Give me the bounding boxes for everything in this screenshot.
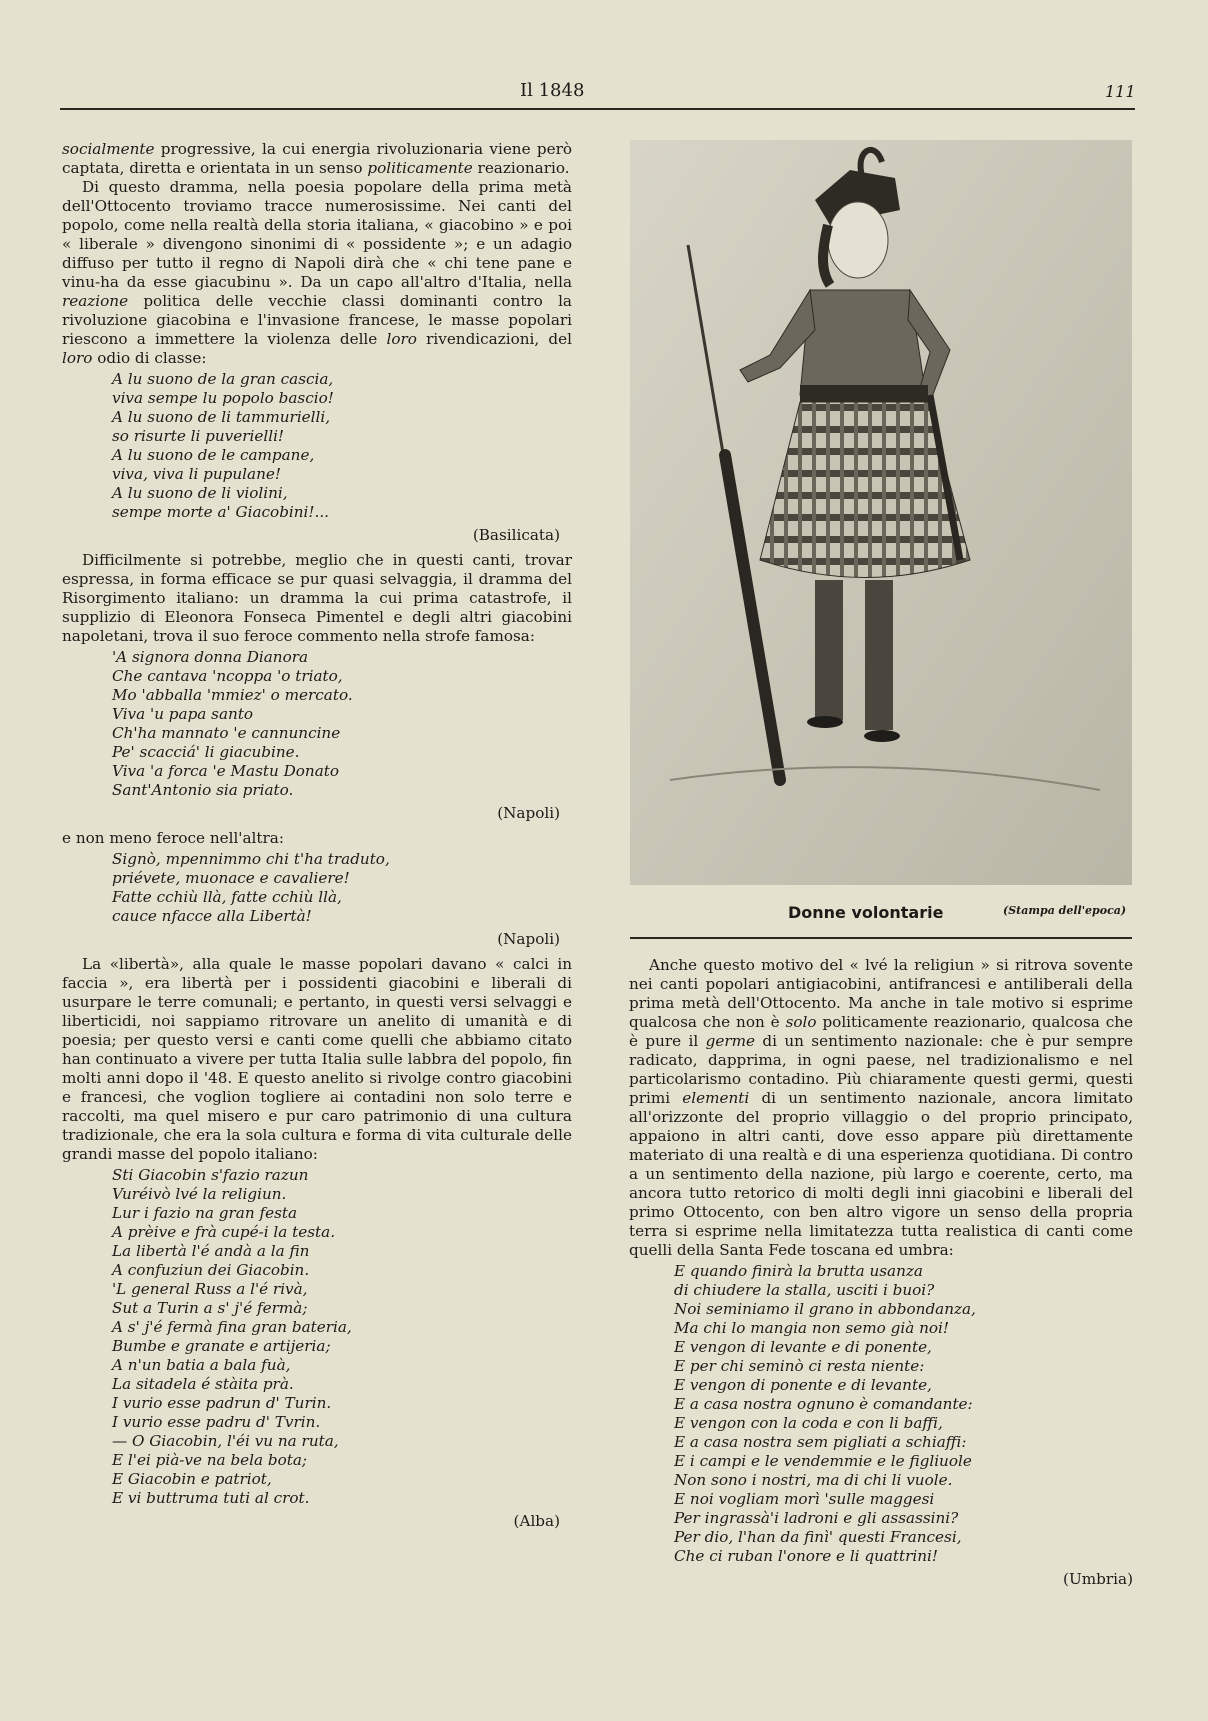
verse-umbria [674, 1262, 1133, 1566]
verse-line: E noi vogliam morì 'sulle maggesi [674, 1490, 935, 1508]
verse-line: viva sempe lu popolo bascio! [112, 389, 334, 407]
verse-line: Per ingrassà'i ladroni e gli assassini? [674, 1509, 959, 1527]
verse-line: Sant'Antonio sia priato. [112, 781, 294, 799]
text-run: reazionario. [472, 159, 570, 177]
italic-text: loro [386, 330, 417, 348]
italic-text: solo [785, 1013, 817, 1031]
verse-line: priévete, muonace e cavaliere! [112, 869, 350, 887]
illustration-donne-volontarie [630, 140, 1132, 885]
verse-line: Fatte cchiù llà, fatte cchiù llà, [112, 888, 342, 906]
verse-napoli-1 [112, 648, 572, 800]
verse-line: so risurte li puverielli! [112, 427, 285, 445]
verse-line: A confuziun dei Giacobin. [112, 1261, 310, 1279]
origin-napoli-2: (Napoli) [497, 930, 560, 948]
verse-line: E quando finirà la brutta usanza [674, 1262, 923, 1280]
figure-caption: Donne volontarie [788, 903, 944, 922]
text-run: Anche questo motivo del « lvé la religiun » si ritrova sovente nei canti popolari antigiacobini, antifrancesi e antiliberali della prima metà dell'Ottocento. Ma anche in tale motivo si esprime qualcosa che non è [629, 956, 1133, 1031]
verse-line: E i campi e le vendemmie e le figliuole [674, 1452, 972, 1470]
verse-line: E a casa nostra sem pigliati a schiaffi: [674, 1433, 967, 1451]
italic-text: politicamente [367, 159, 473, 177]
text-run: politicamente reazionario, qualcosa che è pure il [629, 1013, 1133, 1050]
text-run: di un sentimento nazionale: che è pur sempre radicato, dapprima, in ogni paese, nel tradizionalismo e nel particolarismo contadino. Più chiaramente questi germi, questi primi [629, 1032, 1133, 1107]
verse-line: Lur i fazio na gran festa [112, 1204, 298, 1222]
left-paragraph-2 [62, 178, 572, 368]
verse-line: A lu suono de le campane, [112, 446, 315, 464]
verse-line: A lu suono de li tammurielli, [112, 408, 331, 426]
right-paragraph-1 [629, 956, 1133, 1260]
verse-alba [112, 1166, 572, 1508]
verse-line: Bumbe e granate e artijeria; [112, 1337, 331, 1355]
italic-text: germe [705, 1032, 755, 1050]
page-number: 111 [1105, 82, 1136, 101]
verse-line: I vurio esse padru d' Tvrin. [112, 1413, 321, 1431]
verse-line: Vuréivò lvé la religiun. [112, 1185, 287, 1203]
verse-line: A prèive e frà cupé-i la testa. [112, 1223, 336, 1241]
volunteer-woman-engraving [630, 140, 1132, 885]
origin-umbria: (Umbria) [1063, 1570, 1133, 1588]
verse-line: A lu suono de li violini, [112, 484, 288, 502]
verse-line: Sti Giacobin s'fazio razun [112, 1166, 309, 1184]
verse-line: Pe' scacciá' li giacubine. [112, 743, 300, 761]
verse-line: E vengon di levante e di ponente, [674, 1338, 932, 1356]
verse-line: Che ci ruban l'onore e li quattrini! [674, 1547, 938, 1565]
verse-line: di chiudere la stalla, usciti i buoi? [674, 1281, 935, 1299]
verse-basilicata [112, 370, 572, 522]
verse-line: Non sono i nostri, ma di chi li vuole. [674, 1471, 953, 1489]
caption-rule [630, 937, 1132, 939]
left-column [62, 140, 572, 1537]
italic-text: elementi [682, 1089, 750, 1107]
verse-line: La libertà l'é andà a la fin [112, 1242, 310, 1260]
italic-text: socialmente [62, 140, 155, 158]
verse-line: Sut a Turin a s' j'é fermà; [112, 1299, 308, 1317]
italic-text: reazione [62, 292, 129, 310]
verse-line: E per chi seminò ci resta niente: [674, 1357, 925, 1375]
origin-basilicata: (Basilicata) [472, 526, 560, 544]
verse-line: Ch'ha mannato 'e cannuncine [112, 724, 341, 742]
text-run: di un sentimento nazionale, ancora limitato all'orizzonte del proprio villaggio o del proprio principato, appaiono in altri canti, dove esso appare più direttamente materiato di una realtà e di una esperienza quotidiana. Di contro a un sentimento della nazione, più largo e coerente, certo, ma ancora tutto retorico di molti degli inni giacobini e liberali del primo Ottocento, con ben altro vigore un senso della propria terra si esprime nella limitatezza tutta realistica di canti come quelli della Santa Fede toscana ed umbra: [629, 1089, 1133, 1259]
text-run: Di questo dramma, nella poesia popolare della prima metà dell'Ottocento troviamo tracce numerosissime. Nei canti del popolo, come nella realtà della storia italiana, « giacobino » e poi « liberale » divengono sinonimi di « possidente »; e un adagio diffuso per tutto il regno di Napoli dirà che « chi tene pane e vinu-ha da esse giacubinu ». Da un capo all'altro d'Italia, nella [62, 178, 572, 291]
verse-line: Noi seminiamo il grano in abbondanza, [674, 1300, 976, 1318]
left-paragraph-5: La «libertà», alla quale le masse popolari davano « calci in faccia », era libertà per i possidenti giacobini e liberali di usurpare le terre comunali; e pertanto, in questi versi selvaggi e liberticidi, noi sappiamo ritrovare un anelito di umanità e di poesia; per questo versi e canti come quelli che abbiamo citato han continuato a vivere per tutta Italia sulle labbra del popolo, fin molti anni dopo il '48. E questo anelito si rivolge contro giacobini e francesi, che voglion togliere ai contadini non solo terre e raccolti, ma quel misero e pur caro patrimonio di una cultura tradizionale, che era la sola cultura e forma di vita culturale delle grandi masse del popolo italiano: [62, 955, 572, 1163]
right-column [629, 956, 1133, 1595]
verse-line: Mo 'abballa 'mmiez' o mercato. [112, 686, 353, 704]
verse-line: E vi buttruma tuti al crot. [112, 1489, 310, 1507]
verse-line: A s' j'é fermà fina gran bateria, [112, 1318, 352, 1336]
left-paragraph-4: e non meno feroce nell'altra: [62, 829, 284, 847]
verse-line: Signò, mpennimmo chi t'ha traduto, [112, 850, 390, 868]
italic-text: loro [62, 349, 93, 367]
verse-line: E l'ei pià-ve na bela bota; [112, 1451, 308, 1469]
verse-line: 'L general Russ a l'é rivà, [112, 1280, 308, 1298]
verse-line: I vurio esse padrun d' Turin. [112, 1394, 332, 1412]
verse-line: A lu suono de la gran cascia, [112, 370, 334, 388]
text-run: politica delle vecchie classi dominanti contro la rivoluzione giacobina e l'invasione francese, le masse popolari riescono a immettere la violenza delle [62, 292, 572, 348]
verse-line: E vengon con la coda e con li baffi, [674, 1414, 943, 1432]
verse-line: Viva 'u papa santo [112, 705, 254, 723]
text-run: odio di classe: [92, 349, 207, 367]
figure-credit: (Stampa dell'epoca) [1003, 904, 1127, 917]
running-title: Il 1848 [520, 80, 585, 101]
verse-line: E Giacobin e patriot, [112, 1470, 272, 1488]
verse-line: viva, viva li pupulane! [112, 465, 281, 483]
verse-line: cauce nfacce alla Libertà! [112, 907, 312, 925]
verse-line: 'A signora donna Dianora [112, 648, 309, 666]
text-run: progressive, la cui energia rivoluzionaria viene però captata, diretta e orientata in un senso [62, 140, 572, 177]
verse-line: — O Giacobin, l'éi vu na ruta, [112, 1432, 339, 1450]
verse-line: E vengon di ponente e di levante, [674, 1376, 932, 1394]
verse-line: Ma chi lo mangia non semo già noi! [674, 1319, 949, 1337]
verse-line: Per dio, l'han da finì' questi Francesi, [674, 1528, 962, 1546]
verse-napoli-2 [112, 850, 572, 926]
origin-napoli-1: (Napoli) [497, 804, 560, 822]
left-paragraph-1 [62, 140, 572, 178]
header-rule [60, 108, 1135, 110]
verse-line: sempe morte a' Giacobini!... [112, 503, 330, 521]
verse-line: Che cantava 'ncoppa 'o triato, [112, 667, 343, 685]
verse-line: A n'un batia a bala fuà, [112, 1356, 291, 1374]
verse-line: Viva 'a forca 'e Mastu Donato [112, 762, 339, 780]
origin-alba: (Alba) [513, 1512, 560, 1530]
text-run: rivendicazioni, del [416, 330, 572, 348]
verse-line: La sitadela é stàita prà. [112, 1375, 294, 1393]
verse-line: E a casa nostra ognuno è comandante: [674, 1395, 973, 1413]
left-paragraph-3: Difficilmente si potrebbe, meglio che in questi canti, trovar espressa, in forma efficace se pur quasi selvaggia, il dramma del Risorgimento italiano: un dramma la cui prima catastrofe, il supplizio di Eleonora Fonseca Pimentel e degli altri giacobini napoletani, trova il suo feroce commento nella strofe famosa: [62, 551, 572, 645]
